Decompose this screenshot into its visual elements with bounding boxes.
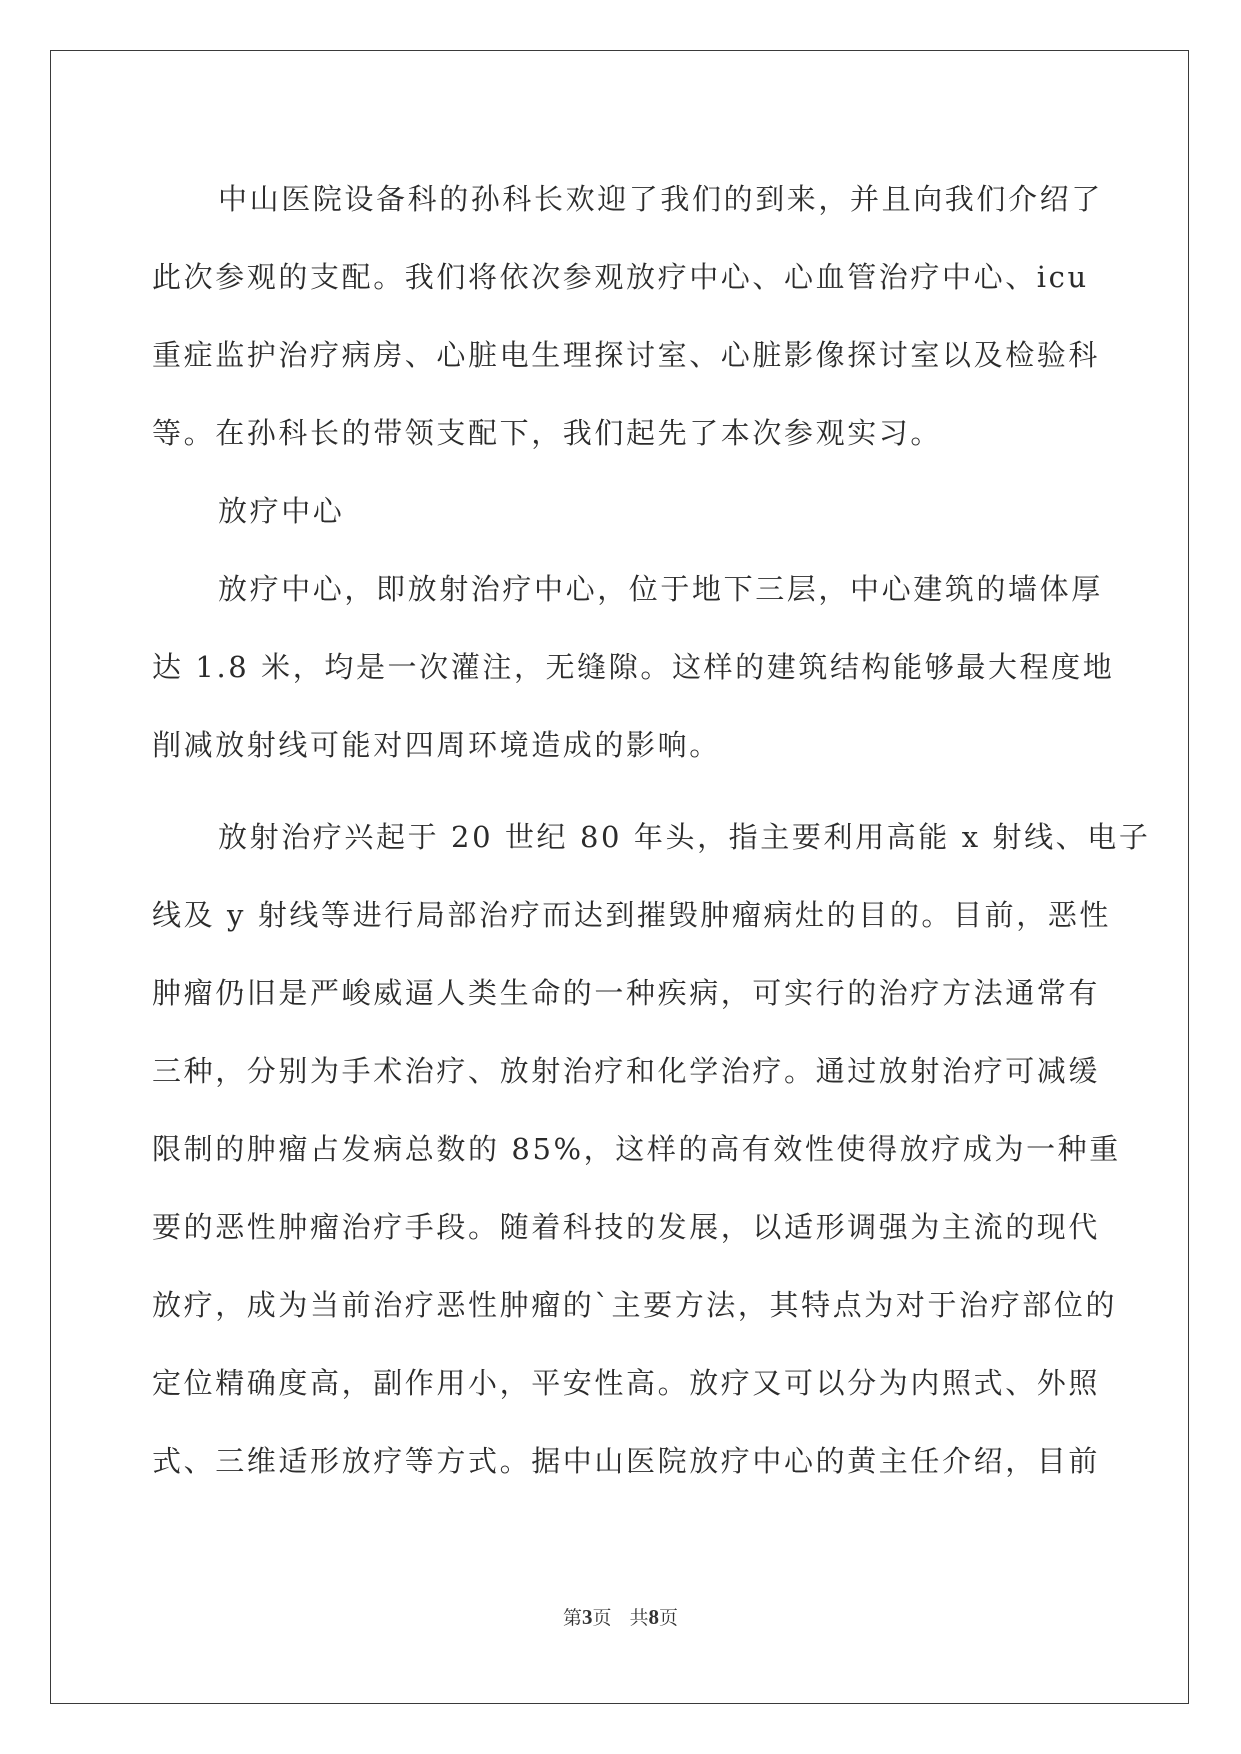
footer-total-prefix: 共: [629, 1607, 649, 1629]
text-line: 重症监护治疗病房、心脏电生理探讨室、心脏影像探讨室以及检验科: [152, 338, 1101, 372]
text-line: 限制的肿瘤占发病总数的 85%，这样的高有效性使得放疗成为一种重: [152, 1132, 1121, 1166]
page-footer: [0, 1603, 1241, 1630]
text-line: 等。在孙科长的带领支配下，我们起先了本次参观实习。: [152, 416, 943, 450]
total-page-number: 8: [648, 1605, 660, 1629]
section-heading: 放疗中心: [218, 494, 345, 528]
text-line: 式、三维适形放疗等方式。据中山医院放疗中心的黄主任介绍，目前: [152, 1444, 1101, 1478]
text-line: 线及 y 射线等进行局部治疗而达到摧毁肿瘤病灶的目的。目前，恶性: [152, 898, 1112, 932]
text-line: 要的恶性肿瘤治疗手段。随着科技的发展，以适形调强为主流的现代: [152, 1210, 1101, 1244]
footer-total-label: 页: [659, 1607, 679, 1629]
footer-prefix: 第: [562, 1607, 582, 1629]
text-line: 放疗中心，即放射治疗中心，位于地下三层，中心建筑的墙体厚: [218, 572, 1103, 606]
text-line: 中山医院设备科的孙科长欢迎了我们的到来，并且向我们介绍了: [218, 182, 1103, 216]
paragraph-gap: [152, 784, 1088, 798]
footer-page-label: 页: [592, 1607, 612, 1629]
text-line: 定位精确度高，副作用小，平安性高。放疗又可以分为内照式、外照: [152, 1366, 1101, 1400]
document-body: [152, 160, 1151, 1500]
text-line: 三种，分别为手术治疗、放射治疗和化学治疗。通过放射治疗可减缓: [152, 1054, 1101, 1088]
text-line: 肿瘤仍旧是严峻威逼人类生命的一种疾病，可实行的治疗方法通常有: [152, 976, 1101, 1010]
text-line: 达 1.8 米，均是一次灌注，无缝隙。这样的建筑结构能够最大程度地: [152, 650, 1115, 684]
text-line: 削减放射线可能对四周环境造成的影响。: [152, 728, 721, 762]
text-line: 放疗，成为当前治疗恶性肿瘤的`主要方法，其特点为对于治疗部位的: [152, 1288, 1118, 1322]
current-page-number: 3: [581, 1605, 593, 1629]
text-line: 放射治疗兴起于 20 世纪 80 年头，指主要利用高能 x 射线、电子: [218, 820, 1151, 854]
paragraph-radiotherapy-center: [152, 550, 1115, 784]
paragraph-intro: [152, 160, 1103, 472]
paragraph-radiotherapy-history: [152, 798, 1151, 1500]
text-line: 此次参观的支配。我们将依次参观放疗中心、心血管治疗中心、icu: [152, 260, 1089, 294]
